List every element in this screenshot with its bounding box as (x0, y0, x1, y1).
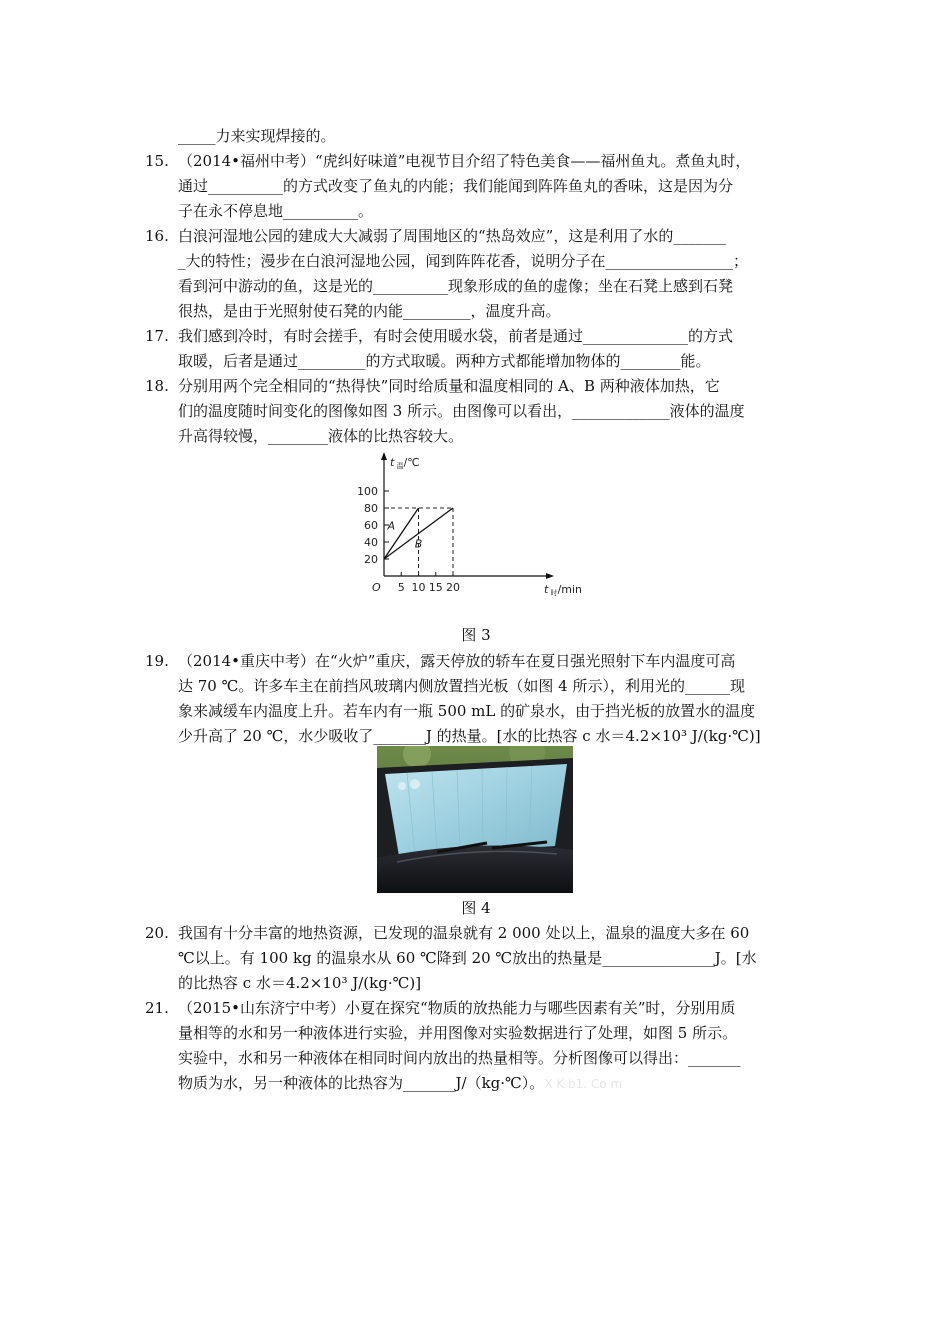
y-tick-label: 20 (364, 553, 378, 566)
question-line: 取暖，后者是通过_________的方式取暖。两种方式都能增加物体的________能。 (178, 352, 711, 370)
question-line: 达 70 ℃。许多车主在前挡风玻璃内侧放置挡光板（如图 4 所示），利用光的______现 (178, 677, 745, 695)
question-line: 的比热容 c 水＝4.2×10³ J/(kg·℃)] (178, 974, 422, 992)
figure-3-chart (350, 448, 600, 598)
series-line-A (384, 508, 419, 559)
question-number: 16. (145, 227, 169, 245)
question-line: （2015•山东济宁中考）小夏在探究“物质的放热能力与哪些因素有关”时，分别用质 (178, 999, 736, 1017)
question-line: 量相等的水和另一种液体进行实验，并用图像对实验数据进行了处理，如图 5 所示。 (178, 1024, 738, 1042)
question-line: 白浪河湿地公园的建成大大减弱了周围地区的“热岛效应”，这是利用了水的_______ (178, 227, 726, 245)
x-tick-label: 15 (428, 581, 443, 594)
question-21 (145, 996, 815, 1097)
question-20 (145, 921, 815, 996)
x-axis-title: t 时/min (544, 583, 583, 597)
question-line: 分别用两个完全相同的“热得快”同时给质量和温度相同的 A、B 两种液体加热，它 (178, 377, 720, 395)
figure-4-caption: 图 4 (461, 899, 491, 917)
question-number: 17. (145, 327, 169, 345)
question-number: 18. (145, 377, 169, 395)
question-number: 20. (145, 924, 169, 942)
question-line: 物质为水，另一种液体的比热容为_______J/（kg·℃）。X K b1. Co m (178, 1074, 623, 1092)
x-axis-arrow (546, 573, 554, 579)
question-line: 象来减缓车内温度上升。若车内有一瓶 500 mL 的矿泉水，由于挡光板的放置水的温度 (178, 702, 756, 720)
question-number: 15. (145, 152, 169, 170)
question-line: 们的温度随时间变化的图像如图 3 所示。由图像可以看出，_____________液体的温度 (178, 402, 745, 420)
y-tick-label: 80 (364, 502, 378, 515)
watermark-text: X K b1. Co m (544, 1077, 623, 1091)
question-line: （2014•福州中考）“虎纠好味道”电视节目介绍了特色美食——福州鱼丸。煮鱼丸时， (178, 152, 751, 170)
question-number: 21. (145, 999, 169, 1017)
question-line: 升高得较慢，________液体的比热容较大。 (178, 427, 464, 445)
x-tick-label: 5 (397, 581, 405, 594)
series-label-A: A (387, 519, 396, 533)
question-line: 看到河中游动的鱼，这是光的__________现象形成的鱼的虚像；坐在石凳上感到石凳 (178, 277, 734, 295)
question-line: _大的特性；漫步在白浪河湿地公园，闻到阵阵花香，说明分子在_________________； (178, 252, 749, 270)
y-tick-label: 100 (357, 485, 378, 498)
question-16 (145, 224, 815, 324)
question-line: 实验中，水和另一种液体在相同时间内放出的热量相等。分析图像可以得出：_______ (178, 1049, 741, 1067)
question-19 (145, 649, 815, 749)
question-line: 我们感到冷时，有时会搓手，有时会使用暖水袋，前者是通过______________的方式 (178, 327, 734, 345)
question-line: 很热，是由于光照射使石凳的内能_________，温度升高。 (178, 302, 561, 320)
question-number: 19. (145, 652, 169, 670)
x-tick-label: 10 (411, 581, 426, 594)
q14-tail: _____力来实现焊接的。 (178, 127, 336, 145)
question-line: 我国有十分丰富的地热资源，已发现的温泉就有 2 000 处以上，温泉的温度大多在 60 (178, 924, 750, 942)
question-18 (145, 374, 815, 449)
question-15 (145, 149, 815, 224)
figure-3-caption: 图 3 (461, 626, 491, 644)
origin-label: O (372, 581, 381, 594)
y-tick-label: 40 (364, 536, 378, 549)
x-tick-label: 20 (446, 581, 460, 594)
question-17 (145, 324, 815, 374)
y-tick-label: 60 (364, 519, 378, 532)
question-line: 少升高了 20 ℃，水少吸收了_______J 的热量。[水的比热容 c 水＝4.2×10³ J/(kg·℃)] (178, 727, 761, 745)
y-axis-title: t 温/℃ (390, 456, 420, 470)
question-line: 子在永不停息地__________。 (178, 202, 374, 220)
question-line: （2014•重庆中考）在“火炉”重庆，露天停放的轿车在夏日强光照射下车内温度可高 (178, 652, 736, 670)
question-line: ℃以上。有 100 kg 的温泉水从 60 ℃降到 20 ℃放出的热量是_______________J。[水 (178, 949, 757, 967)
series-label-B: B (414, 537, 423, 551)
question-line: 通过__________的方式改变了鱼丸的内能；我们能闻到阵阵鱼丸的香味，这是因为分 (178, 177, 734, 195)
sunshade-photo (377, 746, 573, 893)
y-axis-arrow (381, 452, 387, 460)
